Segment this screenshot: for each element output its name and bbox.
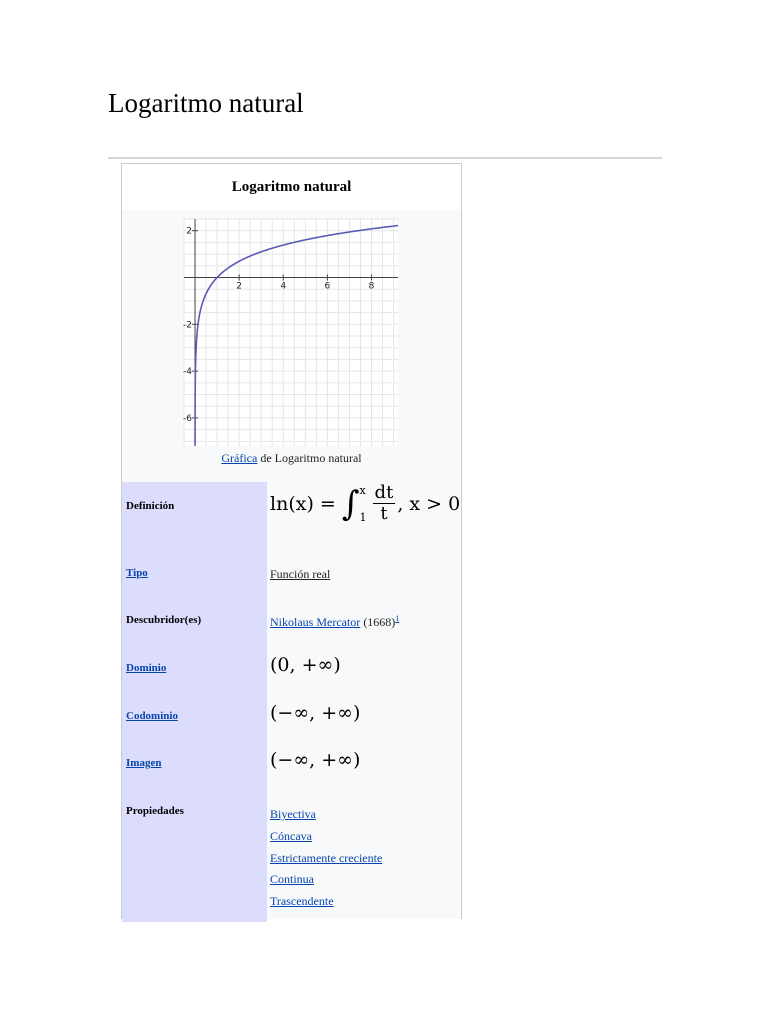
property-link[interactable]: Cóncava [270,828,312,843]
mercator-link[interactable]: Nikolaus Mercator [270,615,361,629]
property-link[interactable]: Biyectiva [270,807,316,821]
descubridor-value [270,614,399,630]
propiedades-label: Propiedades [126,805,184,817]
logarithm-graph [184,219,398,446]
descubridor-year: (1668) [360,615,396,629]
infobox-title: Logaritmo natural [122,164,461,210]
descubridor-label: Descubridor(es) [126,614,202,626]
plot-background [184,219,398,446]
integral-upper: x [359,484,366,497]
property-link[interactable]: Continua [270,872,314,887]
dominio-label[interactable]: Dominio [126,662,167,674]
imagen-value: (−∞, +∞) [270,749,361,771]
reference-link[interactable]: 1 [395,614,400,623]
definicion-label: Definición [126,500,175,512]
codominio-value: (−∞, +∞) [270,702,361,724]
integral-lower: 1 [359,511,367,524]
dominio-value: (0, +∞) [270,654,341,676]
x-tick-label: 8 [368,281,375,292]
tipo-label[interactable]: Tipo [126,567,148,579]
integral-icon: ∫ x 1 [341,484,367,524]
y-tick-label: -2 [183,320,193,331]
property-link[interactable]: Trascendente [270,894,334,909]
y-tick-label: -6 [183,413,193,424]
y-tick-label: -4 [183,367,193,378]
property-link[interactable]: Estrictamente creciente [270,850,383,865]
x-tick-label: 2 [236,281,243,292]
formula-lhs: ln(x) = [270,493,336,515]
propiedades-list [270,804,382,913]
graph-caption [122,451,461,466]
formula-tail: , x > 0 [397,493,461,515]
y-tick-label: 2 [186,226,193,237]
label-column [122,482,267,922]
fraction-denominator: t [380,503,388,525]
codominio-label[interactable]: Codominio [126,710,178,722]
x-tick-label: 6 [324,281,331,292]
tipo-value[interactable]: Función real [270,567,331,581]
graph-svg [184,219,398,446]
fraction-numerator: dt [374,482,394,504]
imagen-label[interactable]: Imagen [126,757,162,769]
page-title: Logaritmo natural [108,88,304,118]
x-tick-label: 4 [280,281,287,292]
grafica-link[interactable]: Gráfica [221,451,258,465]
title-divider [108,157,662,159]
infobox [121,163,462,919]
caption-text: de Logaritmo natural [257,451,362,465]
definicion-formula [270,484,460,524]
formula-fraction [373,484,396,524]
